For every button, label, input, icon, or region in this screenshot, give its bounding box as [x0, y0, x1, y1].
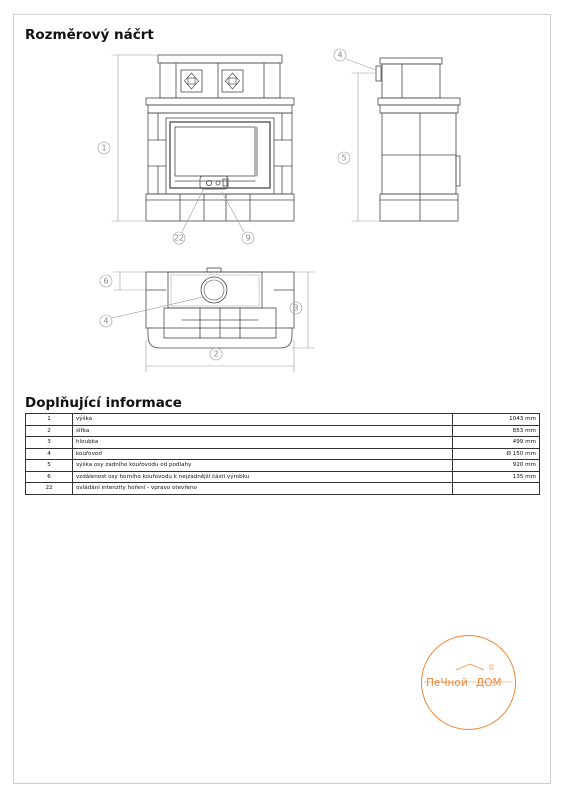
- callout-draft-control: 22: [173, 233, 185, 243]
- logo-text-part2: ДОМ: [476, 677, 502, 689]
- info-table: [25, 413, 540, 495]
- row-value: 920 mm: [453, 460, 540, 472]
- row-description: ovládání intenzity hoření - vpravo otevřeno: [73, 483, 453, 495]
- info-row: [26, 414, 540, 426]
- dimension-top-view: [100, 272, 314, 372]
- company-logo: [420, 634, 517, 731]
- callout-flue-top-distance: 6: [103, 276, 109, 286]
- row-description: kouřovod: [73, 448, 453, 460]
- callout-height: 1: [101, 143, 107, 153]
- row-description: vzdálenost osy horního kouřovodu k nejzadnější části výrobku: [73, 471, 453, 483]
- row-description: výška osy zadního kouřovodu od podlahy: [73, 460, 453, 472]
- dimension-drawing: [0, 0, 565, 390]
- row-number: 1: [26, 414, 73, 426]
- front-view: [146, 55, 294, 221]
- row-number: 4: [26, 448, 73, 460]
- row-number: 6: [26, 471, 73, 483]
- sketch-title: Rozměrový náčrt: [25, 27, 154, 43]
- callout-control-9: 9: [245, 233, 251, 243]
- row-value: 853 mm: [453, 425, 540, 437]
- info-row: [26, 425, 540, 437]
- row-number: 3: [26, 437, 73, 449]
- dimension-flue-back: [334, 49, 380, 221]
- info-row: [26, 437, 540, 449]
- logo-graphic: [420, 634, 517, 731]
- info-row: [26, 471, 540, 483]
- info-row: [26, 448, 540, 460]
- callout-width: 2: [213, 349, 219, 359]
- callout-flue-back-height: 5: [341, 153, 347, 163]
- row-description: výška: [73, 414, 453, 426]
- info-row: [26, 460, 540, 472]
- row-value: [453, 483, 540, 495]
- row-number: 22: [26, 483, 73, 495]
- row-value: 135 mm: [453, 471, 540, 483]
- callout-flue-back: 4: [337, 50, 343, 60]
- row-value: 499 mm: [453, 437, 540, 449]
- row-description: šířka: [73, 425, 453, 437]
- side-view: [376, 58, 460, 221]
- top-view: [146, 268, 294, 348]
- row-number: 2: [26, 425, 73, 437]
- row-value: 1043 mm: [453, 414, 540, 426]
- row-number: 5: [26, 460, 73, 472]
- row-description: hloubka: [73, 437, 453, 449]
- info-title: Doplňující informace: [25, 395, 182, 411]
- logo-text-part1: ПеЧной: [426, 677, 468, 689]
- row-value: Ø 150 mm: [453, 448, 540, 460]
- info-row: [26, 483, 540, 495]
- callout-depth: 3: [293, 303, 299, 313]
- callout-flue-top: 4: [103, 316, 109, 326]
